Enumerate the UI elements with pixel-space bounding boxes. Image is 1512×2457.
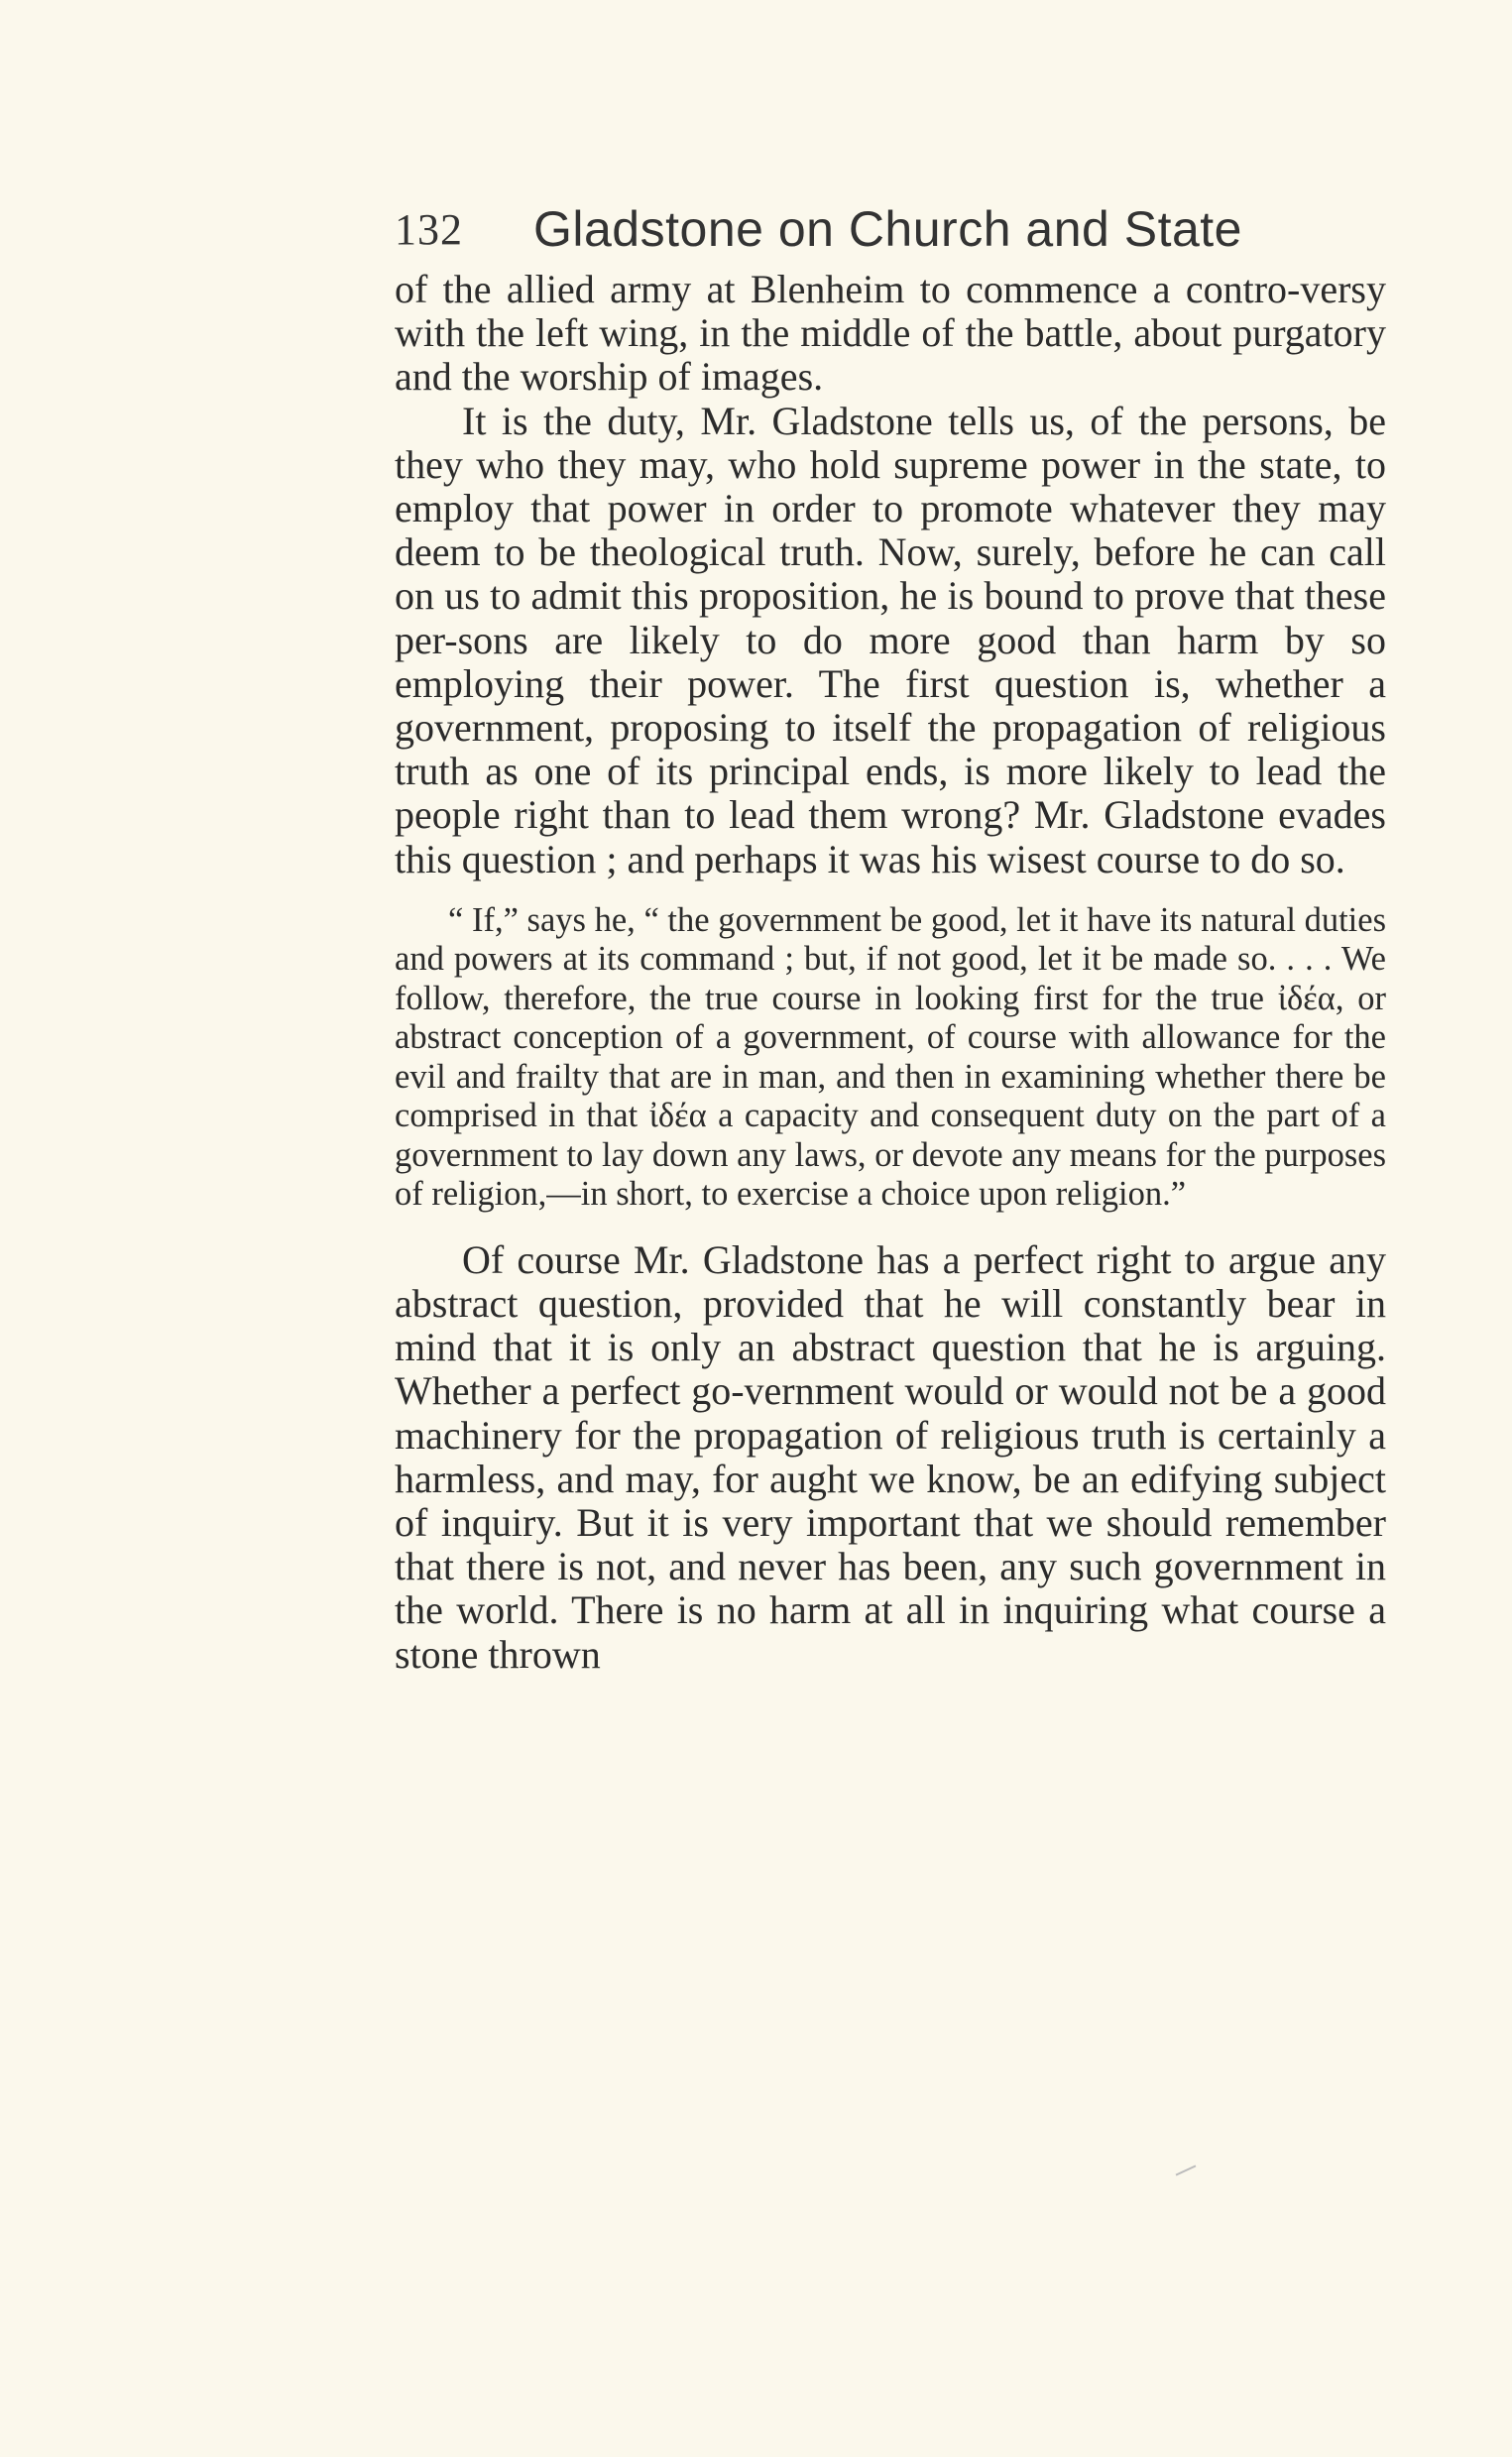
block-quote [395,901,1386,1215]
book-page [395,198,1386,1677]
running-title: Gladstone on Church and State [533,201,1242,257]
quote-text: “ If,” says he, “ the government be good, let it have its natural duties and powers at its command ; but, if not good, let it be made so. . . . We follow, therefore, the true course in looking first for the true ἰδέα, or abstract conception of a government, of course with allowance for the evil and frailty that are in man, and then in examining whether there be comprised in that ἰδέα a capacity and consequent duty on the part of a government to lay down any laws, or devote any means for the purposes of religion,—in short, to exercise a choice upon religion.” [395,900,1386,1214]
paragraph: Of course Mr. Gladstone has a perfect right to argue any abstract question, provided that he will constantly bear in mind that it is only an abstract question that he is arguing. Whether a perfect go-vernment would or would not be a good machinery for the propagation of religious truth is certainly a harmless, and may, for aught we know, be an edifying subject of inquiry. But it is very important that we should remember that there is not, and never has been, any such government in the world. There is no harm at all in inquiring what course a stone thrown [395,1236,1386,1677]
page-header [395,198,1386,268]
page-number: 132 [395,205,463,254]
paragraph: It is the duty, Mr. Gladstone tells us, of the persons, be they who they may, who hold supreme power in the state, to employ that power in order to promote whatever they may deem to be theological truth. Now, surely, before he can call on us to admit this proposition, he is bound to prove that these per-sons are likely to do more good than harm by so employing their power. The first question is, whether a government, proposing to itself the propagation of religious truth as one of its principal ends, is more likely to lead the people right than to lead them wrong? Mr. Gladstone evades this question ; and perhaps it was his wisest course to do so. [395,398,1386,881]
body-text [395,268,1386,1677]
printer-mark [1176,2164,1197,2175]
paragraph-continuation: of the allied army at Blenheim to commence a contro-versy with the left wing, in the middle of the battle, about purgatory and the worship of images. [395,267,1386,400]
